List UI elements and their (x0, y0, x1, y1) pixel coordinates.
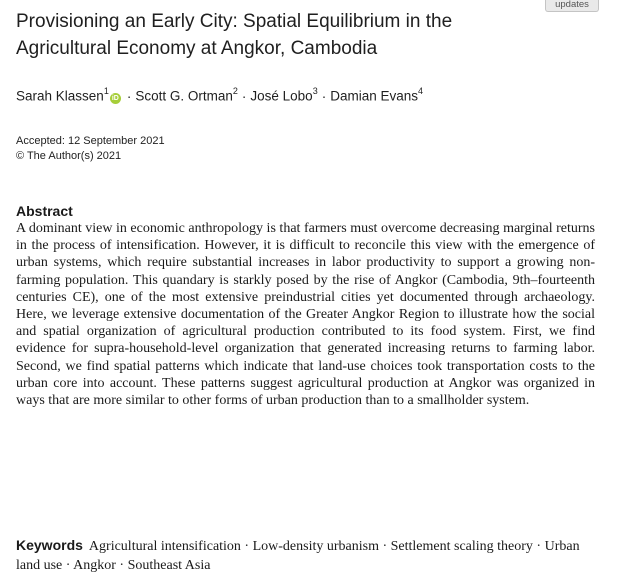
affiliation-marker: 2 (232, 86, 238, 96)
affiliation-marker: 1 (103, 86, 109, 96)
check-for-updates-badge[interactable]: updates (545, 0, 599, 12)
article-title: Provisioning an Early City: Spatial Equilibrium in the Agricultural Economy at Angkor, Cambodia (16, 11, 453, 59)
affiliation-marker: 3 (312, 86, 318, 96)
author-name[interactable]: Sarah Klassen (16, 88, 104, 104)
affiliation-marker: 4 (418, 86, 424, 96)
accepted-date: Accepted: 12 September 2021 (16, 135, 165, 147)
keywords-section (16, 536, 595, 575)
copyright-notice: © The Author(s) 2021 (16, 150, 122, 162)
author-name[interactable]: Scott G. Ortman (135, 88, 233, 104)
author-separator: · (126, 88, 132, 104)
abstract-heading: Abstract (16, 203, 73, 219)
publication-metadata (16, 134, 165, 164)
orcid-icon[interactable]: iD (111, 94, 119, 102)
author-list (16, 87, 423, 104)
author-separator: · (241, 88, 247, 104)
author-name[interactable]: José Lobo (250, 88, 313, 104)
abstract-text: A dominant view in economic anthropology is that farmers must overcome decreasing marginal returns in the process of intensification. However, it is difficult to reconcile this view with the emergence of urban systems, which require substantial increases in labor productivity to support a growing non-farming population. This quandary is starkly posed by the rise of Angkor (Cambodia, 9th–fourteenth centuries CE), one of the most extensive preindustrial cities yet documented through archaeology. Here, we leverage extensive documentation of the Greater Angkor Region to illustrate how the social and spatial organization of agricultural production contributed to its food system. First, we find evidence for supra-household-level organization that generated increasing returns to farming labor. Second, we find spatial patterns which indicate that land-use choices took transportation costs to the urban core into account. These patterns suggest agricultural production at Angkor was organized in ways that are more similar to other forms of urban production than to a smallholder system. (16, 221, 595, 409)
keywords-list: Agricultural intensification · Low-density urbanism · Settlement scaling theory · Urban land use · Angkor · Southeast Asia (16, 539, 580, 573)
author-name[interactable]: Damian Evans (330, 88, 418, 104)
author-separator: · (321, 88, 327, 104)
keywords-label: Keywords (16, 537, 83, 553)
